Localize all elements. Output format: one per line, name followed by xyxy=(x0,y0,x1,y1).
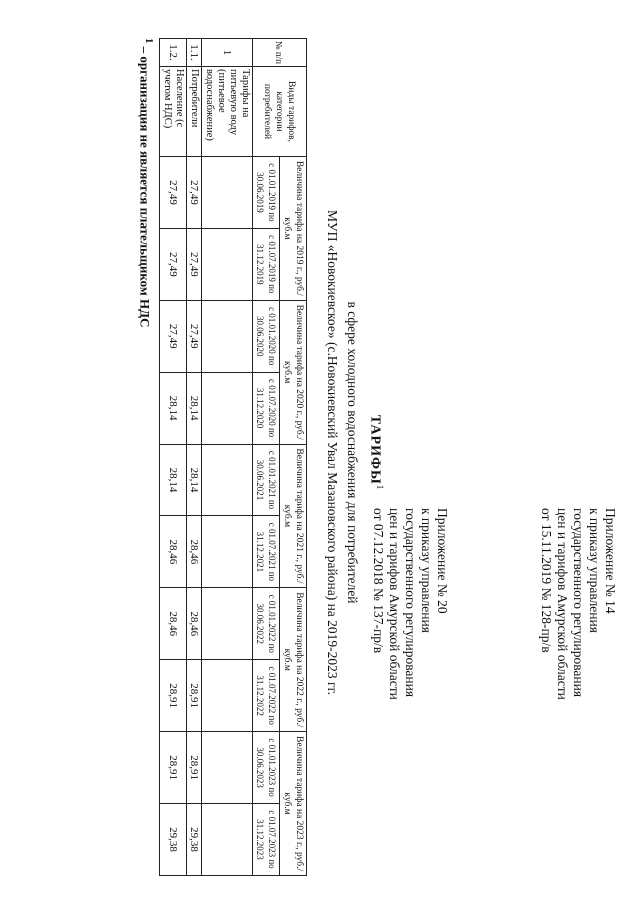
tariff-cell: 28,14 xyxy=(160,444,187,516)
row-name: Потребители xyxy=(187,67,202,157)
tariff-cell xyxy=(202,516,253,588)
header-period: с 01.01.2021 по 30.06.2021 xyxy=(253,444,280,516)
document-subtitle-line-2: МУП «Новокиевское» (с.Новокиевский Увал Мазановского района) на 2019-2023 гг. xyxy=(325,210,340,695)
tariff-cell: 28,91 xyxy=(160,732,187,804)
tariff-cell: 27,49 xyxy=(160,157,187,229)
footnote-mark: 1 xyxy=(143,38,155,44)
table-row xyxy=(187,39,202,876)
document-title xyxy=(366,0,385,905)
table-row xyxy=(160,39,187,876)
title-text: ТАРИФЫ xyxy=(367,414,383,485)
tariff-cell: 28,14 xyxy=(160,372,187,444)
row-num: 1 xyxy=(202,39,253,67)
appendix-20-line: от 07.12.2018 № 137-пр/в xyxy=(371,508,386,654)
tariff-cell: 28,91 xyxy=(187,732,202,804)
appendix-14-line: цен и тарифов Амурской области xyxy=(555,508,570,700)
tariff-cell: 29,38 xyxy=(187,804,202,876)
tariff-cell: 27,49 xyxy=(160,300,187,372)
tariff-cell xyxy=(202,157,253,229)
tariff-cell: 27,49 xyxy=(187,300,202,372)
tariff-cell: 28,91 xyxy=(187,660,202,732)
appendix-14-line: государственного регулирования xyxy=(571,508,586,698)
appendix-14-block xyxy=(538,508,618,700)
tariff-cell xyxy=(202,372,253,444)
tariff-cell: 27,49 xyxy=(160,228,187,300)
appendix-20-line: Приложение № 20 xyxy=(435,508,450,614)
tariff-cell: 28,46 xyxy=(160,516,187,588)
document-subtitle-line-1: в сфере холодного водоснабжения для потребителей xyxy=(345,301,360,604)
row-name: Тарифы на питьевую воду (питьевое водоснабжение) xyxy=(202,67,253,157)
row-num: 1.1. xyxy=(187,39,202,67)
appendix-20-line: государственного регулирования xyxy=(403,508,418,698)
tariff-cell: 28,91 xyxy=(160,660,187,732)
header-period: с 01.01.2022 по 30.06.2022 xyxy=(253,588,280,660)
header-period: с 01.01.2020 по 30.06.2020 xyxy=(253,300,280,372)
table-header-row-years xyxy=(280,39,307,876)
tariff-cell xyxy=(202,300,253,372)
appendix-20-line: к приказу управления xyxy=(419,508,434,633)
header-period: с 01.07.2020 по 31.12.2020 xyxy=(253,372,280,444)
tariff-cell xyxy=(202,804,253,876)
tariff-cell xyxy=(202,588,253,660)
header-year-2020: Величина тарифа на 2020 г., руб./куб.м xyxy=(280,300,307,444)
header-year-2019: Величина тарифа на 2019 г., руб./куб.м xyxy=(280,157,307,301)
tariff-cell xyxy=(202,444,253,516)
header-year-2021: Величина тарифа на 2021 г., руб./куб.м xyxy=(280,444,307,588)
tariff-cell: 28,14 xyxy=(187,372,202,444)
tariff-cell: 27,49 xyxy=(187,228,202,300)
header-period: с 01.07.2021 по 31.12.2021 xyxy=(253,516,280,588)
tariff-table xyxy=(159,38,307,876)
header-period: с 01.07.2022 по 31.12.2022 xyxy=(253,660,280,732)
header-period: с 01.01.2023 по 30.06.2023 xyxy=(253,732,280,804)
tariff-cell: 27,49 xyxy=(187,157,202,229)
appendix-14-line: от 15.11.2019 № 128-пр/в xyxy=(539,508,554,653)
tariff-cell xyxy=(202,660,253,732)
appendix-20-line: цен и тарифов Амурской области xyxy=(387,508,402,700)
tariff-cell: 28,14 xyxy=(187,444,202,516)
footnote-text: – организация не является плательщиком НДС xyxy=(137,43,153,328)
header-period: с 01.07.2019 по 31.12.2019 xyxy=(253,228,280,300)
row-name: Население (с учетом НДС) xyxy=(160,67,187,157)
header-year-2023: Величина тарифа на 2023 г., руб./куб.м xyxy=(280,732,307,876)
footnote xyxy=(137,38,155,327)
title-footnote-mark: 1 xyxy=(375,484,385,491)
tariff-cell: 28,46 xyxy=(160,588,187,660)
tariff-cell: 28,46 xyxy=(187,588,202,660)
tariff-cell xyxy=(202,228,253,300)
header-num: № п/п xyxy=(253,39,307,67)
table-row xyxy=(202,39,253,876)
table-header-row-periods xyxy=(253,39,280,876)
tariff-cell: 29,38 xyxy=(160,804,187,876)
header-period: с 01.01.2019 по 30.06.2019 xyxy=(253,157,280,229)
row-num: 1.2. xyxy=(160,39,187,67)
appendix-14-line: к приказу управления xyxy=(587,508,602,633)
tariff-cell: 28,46 xyxy=(187,516,202,588)
appendix-14-line: Приложение № 14 xyxy=(603,508,618,614)
header-tariff-type: Виды тарифов, категории потребителей xyxy=(253,67,307,157)
tariff-cell xyxy=(202,732,253,804)
header-period: с 01.07.2023 по 31.12.2023 xyxy=(253,804,280,876)
header-year-2022: Величина тарифа на 2022 г., руб./куб.м xyxy=(280,588,307,732)
